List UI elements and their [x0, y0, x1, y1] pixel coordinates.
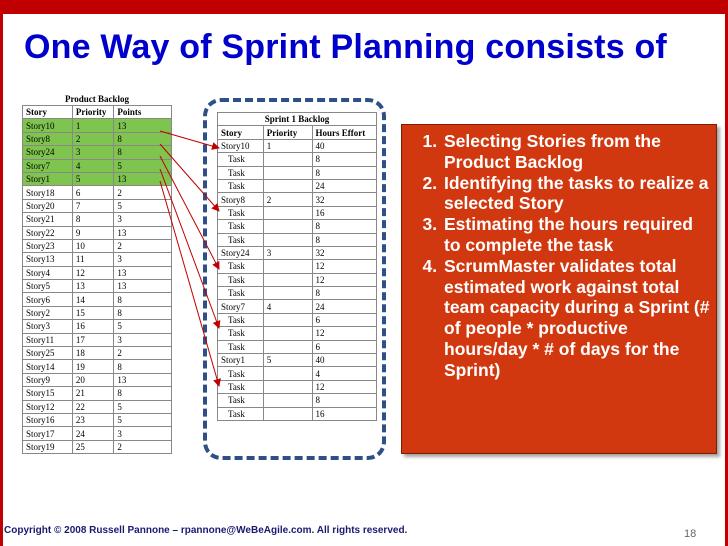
table-cell: 5	[263, 354, 312, 367]
slide-title: One Way of Sprint Planning consists of	[24, 28, 667, 66]
table-cell: Story22	[23, 226, 73, 239]
table-cell: 3	[263, 246, 312, 259]
table-cell: 24	[72, 427, 114, 440]
table-cell: Story20	[23, 199, 73, 212]
table-cell: 8	[312, 394, 376, 407]
sprint-backlog-caption: Sprint 1 Backlog	[218, 113, 377, 126]
table-cell: Story23	[23, 239, 73, 252]
table-cell: 13	[114, 172, 172, 185]
table-cell: 3	[72, 146, 114, 159]
table-cell: Task	[218, 273, 264, 286]
table-cell: 16	[312, 407, 376, 420]
table-cell: 5	[72, 172, 114, 185]
table-cell: 6	[312, 340, 376, 353]
product-backlog-caption: Product Backlog	[64, 94, 130, 104]
table-cell: Story11	[23, 333, 73, 346]
table-cell: 2	[263, 193, 312, 206]
table-cell: 10	[72, 239, 114, 252]
table-cell: 3	[114, 333, 172, 346]
table-cell: 32	[312, 193, 376, 206]
table-cell: 17	[72, 333, 114, 346]
table-cell: 12	[312, 273, 376, 286]
table-cell: Story16	[23, 413, 73, 426]
table-cell: 18	[72, 347, 114, 360]
table-cell: 40	[312, 139, 376, 152]
column-header: Priority	[263, 126, 312, 139]
table-cell: 7	[72, 199, 114, 212]
table-cell: Story4	[23, 266, 73, 279]
table-cell: Task	[218, 166, 264, 179]
table-cell: 3	[114, 253, 172, 266]
table-cell: 5	[114, 413, 172, 426]
table-cell: 8	[114, 360, 172, 373]
table-cell: 4	[72, 159, 114, 172]
table-cell: 2	[114, 239, 172, 252]
table-cell: Story1	[218, 354, 264, 367]
table-cell: Story8	[23, 132, 73, 145]
table-cell: 9	[72, 226, 114, 239]
table-cell: 15	[72, 306, 114, 319]
column-header: Story	[218, 126, 264, 139]
table-cell: 8	[114, 146, 172, 159]
table-cell: 16	[312, 206, 376, 219]
arrow-story8	[160, 144, 219, 211]
table-cell: 13	[72, 280, 114, 293]
table-cell: Task	[218, 313, 264, 326]
table-cell: 2	[72, 132, 114, 145]
table-cell: Story7	[23, 159, 73, 172]
page-number: 18	[684, 528, 697, 540]
table-cell: 8	[114, 132, 172, 145]
table-cell: 8	[312, 233, 376, 246]
table-cell: 40	[312, 354, 376, 367]
steps-callout	[401, 124, 717, 454]
table-cell: 12	[72, 266, 114, 279]
table-cell: 4	[312, 367, 376, 380]
table-cell: 13	[114, 119, 172, 132]
table-cell: Story21	[23, 213, 73, 226]
table-cell: Story18	[23, 186, 73, 199]
table-cell: Story5	[23, 280, 73, 293]
table-cell: 12	[312, 327, 376, 340]
table-cell: Task	[218, 327, 264, 340]
table-cell: 8	[312, 220, 376, 233]
table-cell: Task	[218, 153, 264, 166]
column-header: Hours Effort	[312, 126, 376, 139]
table-cell: 8	[114, 306, 172, 319]
column-header: Story	[23, 106, 73, 119]
table-cell: 8	[114, 293, 172, 306]
table-cell: 13	[114, 266, 172, 279]
table-cell: Story17	[23, 427, 73, 440]
table-cell: Story6	[23, 293, 73, 306]
table-cell: Task	[218, 260, 264, 273]
table-cell: 19	[72, 360, 114, 373]
table-cell: 1	[263, 139, 312, 152]
table-cell: Story25	[23, 347, 73, 360]
table-cell: Story24	[218, 246, 264, 259]
table-cell: 21	[72, 387, 114, 400]
table-cell: Task	[218, 394, 264, 407]
table-cell: Story1	[23, 172, 73, 185]
table-cell: Story15	[23, 387, 73, 400]
table-cell: 13	[114, 373, 172, 386]
table-cell: 13	[114, 280, 172, 293]
table-cell: 3	[114, 213, 172, 226]
table-cell: Task	[218, 206, 264, 219]
table-cell: 20	[72, 373, 114, 386]
step-item: 4. ScrumMaster validates total estimated work against total team capacity during a Sprint (# of people * productive hours/day * # of days for the Sprint)	[442, 256, 710, 381]
table-cell: Task	[218, 340, 264, 353]
table-cell: Story13	[23, 253, 73, 266]
table-cell: 5	[114, 199, 172, 212]
table-cell: 2	[114, 440, 172, 453]
table-cell: Task	[218, 179, 264, 192]
arrow-story7	[160, 169, 219, 328]
table-cell: 8	[312, 287, 376, 300]
table-cell: Task	[218, 367, 264, 380]
table-cell: Task	[218, 287, 264, 300]
table-cell: Story3	[23, 320, 73, 333]
table-cell: Task	[218, 220, 264, 233]
table-cell: Story19	[23, 440, 73, 453]
table-cell: 25	[72, 440, 114, 453]
column-header: Points	[114, 106, 172, 119]
table-cell: Story24	[23, 146, 73, 159]
table-cell: 12	[312, 260, 376, 273]
table-cell: 12	[312, 380, 376, 393]
table-cell: 8	[72, 213, 114, 226]
column-header: Priority	[72, 106, 114, 119]
table-cell: 8	[312, 153, 376, 166]
table-cell: Task	[218, 407, 264, 420]
table-cell: Story8	[218, 193, 264, 206]
table-cell: 11	[72, 253, 114, 266]
table-cell: Story2	[23, 306, 73, 319]
table-cell: 24	[312, 300, 376, 313]
table-cell: 1	[72, 119, 114, 132]
arrow-story10	[160, 131, 219, 148]
table-cell: Task	[218, 380, 264, 393]
table-cell: 5	[114, 400, 172, 413]
step-item: 1. Selecting Stories from the Product Backlog	[442, 131, 710, 173]
table-cell: Task	[218, 233, 264, 246]
table-cell: 8	[114, 387, 172, 400]
steps-list	[402, 125, 716, 381]
table-cell: 6	[312, 313, 376, 326]
table-cell: Story7	[218, 300, 264, 313]
table-cell: Story10	[218, 139, 264, 152]
table-cell: Story14	[23, 360, 73, 373]
table-cell: 32	[312, 246, 376, 259]
table-cell: Story10	[23, 119, 73, 132]
table-cell: 22	[72, 400, 114, 413]
table-cell: 2	[114, 186, 172, 199]
table-cell: 23	[72, 413, 114, 426]
table-cell: 13	[114, 226, 172, 239]
table-cell: 16	[72, 320, 114, 333]
table-cell: 3	[114, 427, 172, 440]
table-cell: 2	[114, 347, 172, 360]
table-cell: 24	[312, 179, 376, 192]
copyright-footer: Copyright © 2008 Russell Pannone – rpannone@WeBeAgile.com. All rights reserved.	[4, 525, 408, 536]
table-cell: 6	[72, 186, 114, 199]
table-cell: Story9	[23, 373, 73, 386]
table-cell: 5	[114, 159, 172, 172]
step-item: 2. Identifying the tasks to realize a selected Story	[442, 173, 710, 215]
table-cell: Story12	[23, 400, 73, 413]
table-cell: 8	[312, 166, 376, 179]
step-item: 3. Estimating the hours required to complete the task	[442, 214, 710, 256]
table-cell: 14	[72, 293, 114, 306]
table-cell: 5	[114, 320, 172, 333]
table-cell: 4	[263, 300, 312, 313]
